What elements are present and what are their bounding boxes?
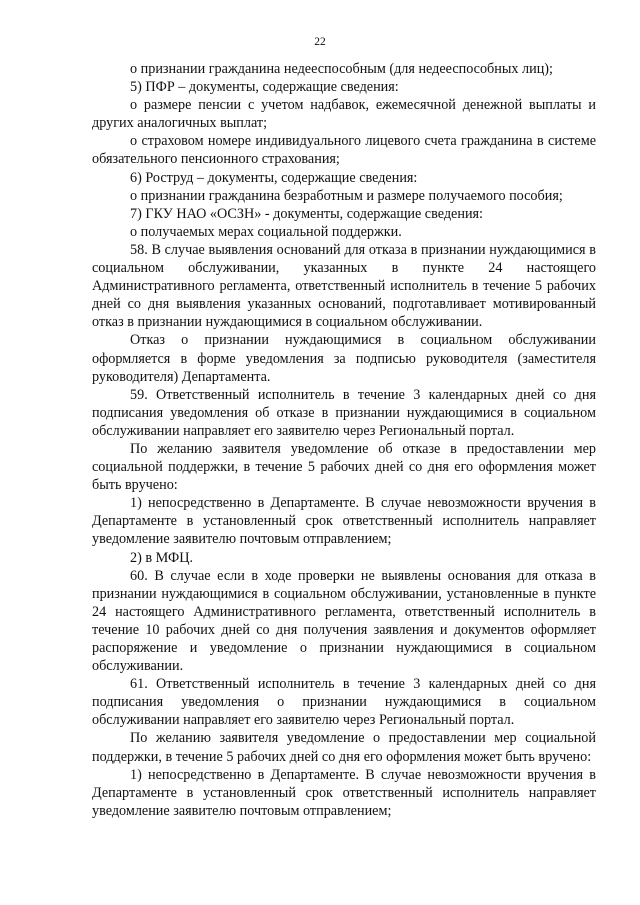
paragraph: о признании гражданина безработным и размере получаемого пособия; (130, 187, 563, 204)
paragraph: 58. В случае выявления оснований для отказа в признании нуждающимися в социальном обслуживании, указанных в пункте 24 настоящего Административного регламента, ответственный исполнитель в течение 5 рабочих дней со дня выявления указанных оснований, подготавливает мотивированный отказ в признании нуждающимися в социальном обслуживании. (92, 241, 596, 331)
paragraph: По желанию заявителя уведомление об отказе в предоставлении мер социальной поддержки, в течение 5 рабочих дней со дня его оформления может быть вручено: (92, 440, 596, 494)
paragraph: 7) ГКУ НАО «ОСЗН» - документы, содержащие сведения: (130, 205, 484, 222)
paragraph: 6) Роструд – документы, содержащие сведения: (130, 169, 418, 186)
paragraph: 59. Ответственный исполнитель в течение 3 календарных дней со дня подписания уведомления об отказе в признании нуждающимися в социальном обслуживании направляет его заявителю через Региональный портал. (92, 386, 596, 439)
paragraph: 61. Ответственный исполнитель в течение 3 календарных дней со дня подписания уведомления о признании нуждающимися в социальном обслуживании направляет его заявителю через Региональный портал. (92, 676, 596, 729)
paragraph: о размере пенсии с учетом надбавок, ежемесячной денежной выплаты и других аналогичных выплат; (92, 97, 596, 132)
paragraph: 1) непосредственно в Департаменте. В случае невозможности вручения в Департаменте в установленный срок ответственный исполнитель направляет уведомление заявителю почтовым отправлением; (92, 766, 596, 819)
paragraph: По желанию заявителя уведомление о предоставлении мер социальной поддержки, в течение 5 рабочих дней со дня его оформления может быть вручено: (92, 730, 596, 765)
paragraph: 1) непосредственно в Департаменте. В случае невозможности вручения в Департаменте в установленный срок ответственный исполнитель направляет уведомление заявителю почтовым отправлением; (92, 495, 596, 548)
paragraph: 60. В случае если в ходе проверки не выявлены основания для отказа в признании нуждающимися в социальном обслуживании, установленные в пункте 24 настоящего Административного регламента, ответственный исполнитель в течение 10 рабочих дней со дня получения заявления и документов оформляет распоряжение и уведомление о признании нуждающимися в социальном обслуживании. (92, 567, 596, 675)
paragraph: о признании гражданина недееспособным (для недееспособных лиц); (130, 61, 553, 77)
paragraph: о получаемых мерах социальной поддержки. (130, 223, 402, 240)
page-number: 22 (314, 36, 326, 48)
paragraph: о страховом номере индивидуального лицевого счета гражданина в системе обязательного пенсионного страхования; (92, 133, 596, 168)
paragraph: Отказ о признании нуждающимися в социальном обслуживании оформляется в форме уведомления за подписью руководителя (заместителя руководителя) Департамента. (92, 332, 596, 385)
paragraph: 5) ПФР – документы, содержащие сведения: (130, 79, 399, 96)
document-body (92, 60, 596, 820)
paragraph: 2) в МФЦ. (130, 549, 194, 566)
